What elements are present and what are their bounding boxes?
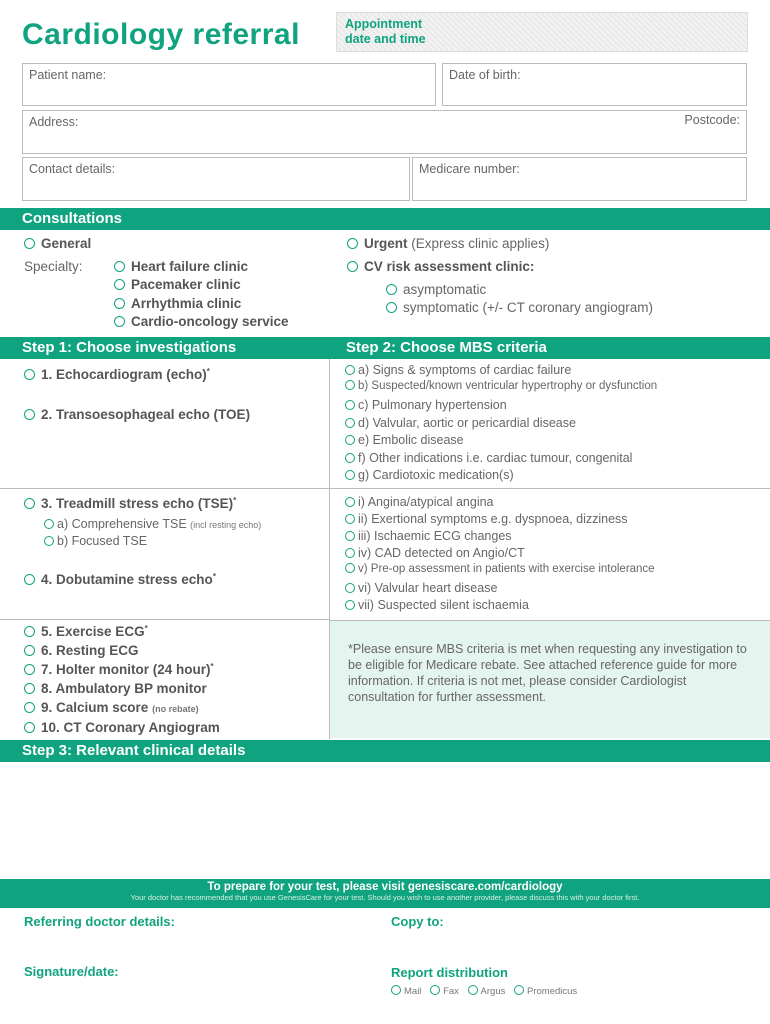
criteria-b[interactable]: b) Suspected/known ventricular hypertrophy or dysfunction [345,380,657,392]
cv-risk-radio[interactable] [347,261,358,272]
investigation-echo[interactable]: 1. Echocardiogram (echo)* [24,367,210,382]
asymptomatic-radio[interactable] [386,284,397,295]
heart-failure-radio[interactable] [114,261,125,272]
criteria-a-radio[interactable] [345,365,355,375]
toe-radio[interactable] [24,409,35,420]
mbs-note: *Please ensure MBS criteria is met when requesting any investigation to be eligible for Medicare rebate. See attached reference guide for more information. If criteria is not met, please consider Cardiologist consultation for further assessment. [330,620,770,738]
footer-prepare: To prepare for your test, please visit genesiscare.com/cardiology [207,881,563,893]
clinical-details-area[interactable] [0,762,770,877]
criteria-e-radio[interactable] [345,435,355,445]
investigation-calcium[interactable]: 9. Calcium score (no rebate) [24,700,199,715]
argus-radio[interactable] [468,985,478,995]
specialty-cardio-oncology[interactable]: Cardio-oncology service [114,314,289,329]
promedicus-radio[interactable] [514,985,524,995]
signature-label: Signature/date: [24,964,119,979]
criteria-g-radio[interactable] [345,470,355,480]
row-divider-2 [0,619,329,620]
calcium-radio[interactable] [24,702,35,713]
criteria-v-radio[interactable] [345,563,355,573]
tse-comprehensive[interactable]: a) Comprehensive TSE (incl resting echo) [44,517,261,531]
report-fax[interactable]: Fax [430,986,459,997]
exercise-ecg-radio[interactable] [24,626,35,637]
report-options [391,985,577,997]
general-option[interactable]: General [24,236,91,251]
criteria-iii[interactable]: iii) Ischaemic ECG changes [345,529,512,543]
specialty-arrhythmia[interactable]: Arrhythmia clinic [114,296,241,311]
contact-field[interactable] [22,157,410,201]
referring-doctor-label: Referring doctor details: [24,914,175,929]
criteria-vi-radio[interactable] [345,583,355,593]
criteria-d-radio[interactable] [345,418,355,428]
calcium-note: (no rebate) [152,704,199,714]
investigation-ct-angio[interactable]: 10. CT Coronary Angiogram [24,720,220,735]
investigation-resting-ecg[interactable]: 6. Resting ECG [24,643,139,658]
criteria-iv[interactable]: iv) CAD detected on Angio/CT [345,546,525,560]
general-radio[interactable] [24,238,35,249]
ambulatory-radio[interactable] [24,683,35,694]
cv-asymptomatic[interactable]: asymptomatic [386,282,486,297]
tse-a-note: (incl resting echo) [190,520,262,530]
resting-ecg-radio[interactable] [24,645,35,656]
report-promedicus[interactable]: Promedicus [514,986,577,997]
tse-b-radio[interactable] [44,536,54,546]
specialty-label: Specialty: [24,259,83,274]
criteria-f[interactable]: f) Other indications i.e. cardiac tumour, congenital [345,451,632,465]
holter-radio[interactable] [24,664,35,675]
symptomatic-radio[interactable] [386,302,397,313]
specialty-pacemaker[interactable]: Pacemaker clinic [114,277,241,292]
urgent-note: (Express clinic applies) [411,236,550,251]
specialty-heart-failure[interactable]: Heart failure clinic [114,259,248,274]
echo-radio[interactable] [24,369,35,380]
investigation-holter[interactable]: 7. Holter monitor (24 hour)* [24,662,214,677]
criteria-a[interactable]: a) Signs & symptoms of cardiac failure [345,363,571,377]
criteria-iii-radio[interactable] [345,531,355,541]
dobutamine-radio[interactable] [24,574,35,585]
criteria-b-radio[interactable] [345,380,355,390]
criteria-c[interactable]: c) Pulmonary hypertension [345,398,507,412]
contact-label: Contact details: [29,162,116,176]
criteria-vi[interactable]: vi) Valvular heart disease [345,581,497,595]
medicare-label: Medicare number: [419,162,520,176]
criteria-g[interactable]: g) Cardiotoxic medication(s) [345,468,514,482]
investigation-dobutamine[interactable]: 4. Dobutamine stress echo* [24,572,216,587]
footer-disclaimer: Your doctor has recommended that you use GenesisCare for your test. Should you wish to use another provider, please discuss this with your doctor first. [130,893,640,902]
criteria-ii-radio[interactable] [345,514,355,524]
criteria-ii[interactable]: ii) Exertional symptoms e.g. dyspnoea, dizziness [345,512,628,526]
cardio-oncology-radio[interactable] [114,316,125,327]
fax-radio[interactable] [430,985,440,995]
report-mail[interactable]: Mail [391,986,421,997]
tse-a-radio[interactable] [44,519,54,529]
patient-name-field[interactable] [22,63,436,106]
criteria-v[interactable]: v) Pre-op assessment in patients with exercise intolerance [345,563,655,575]
arrhythmia-radio[interactable] [114,298,125,309]
postcode-label: Postcode: [684,113,740,127]
urgent-option[interactable]: Urgent (Express clinic applies) [347,236,549,251]
mail-radio[interactable] [391,985,401,995]
criteria-i-radio[interactable] [345,497,355,507]
investigation-exercise-ecg[interactable]: 5. Exercise ECG* [24,624,148,639]
urgent-radio[interactable] [347,238,358,249]
report-argus[interactable]: Argus [468,986,506,997]
dob-field[interactable] [442,63,747,106]
address-field[interactable] [22,110,747,154]
medicare-field[interactable] [412,157,747,201]
step2-heading: Step 2: Choose MBS criteria [346,339,547,356]
footer-band [0,879,770,908]
criteria-iv-radio[interactable] [345,548,355,558]
row-divider-1 [0,488,770,489]
ct-angio-radio[interactable] [24,722,35,733]
step3-heading: Step 3: Relevant clinical details [0,740,770,762]
cv-risk-option[interactable]: CV risk assessment clinic: [347,259,534,274]
criteria-vii-radio[interactable] [345,600,355,610]
cv-symptomatic[interactable]: symptomatic (+/- CT coronary angiogram) [386,300,653,315]
investigation-tse[interactable]: 3. Treadmill stress echo (TSE)* [24,496,236,511]
tse-focused[interactable]: b) Focused TSE [44,534,147,548]
criteria-c-radio[interactable] [345,400,355,410]
pacemaker-radio[interactable] [114,279,125,290]
criteria-f-radio[interactable] [345,453,355,463]
consultations-heading: Consultations [0,208,770,230]
step1-heading: Step 1: Choose investigations [22,339,237,356]
report-distribution-label: Report distribution [391,965,508,980]
criteria-i[interactable]: i) Angina/atypical angina [345,495,494,509]
patient-name-label: Patient name: [29,68,107,82]
appointment-label-1: Appointment [345,17,423,31]
dob-label: Date of birth: [449,68,521,82]
appointment-label-2: date and time [345,32,426,46]
address-label: Address: [29,115,79,129]
page-title: Cardiology referral [22,18,300,51]
steps-band [0,337,770,359]
criteria-vii[interactable]: vii) Suspected silent ischaemia [345,598,529,612]
criteria-e[interactable]: e) Embolic disease [345,433,464,447]
appointment-field[interactable] [336,12,748,52]
investigation-toe[interactable]: 2. Transoesophageal echo (TOE) [24,407,250,422]
copy-to-label: Copy to: [391,914,444,929]
tse-radio[interactable] [24,498,35,509]
investigation-ambulatory-bp[interactable]: 8. Ambulatory BP monitor [24,681,207,696]
criteria-d[interactable]: d) Valvular, aortic or pericardial disease [345,416,576,430]
